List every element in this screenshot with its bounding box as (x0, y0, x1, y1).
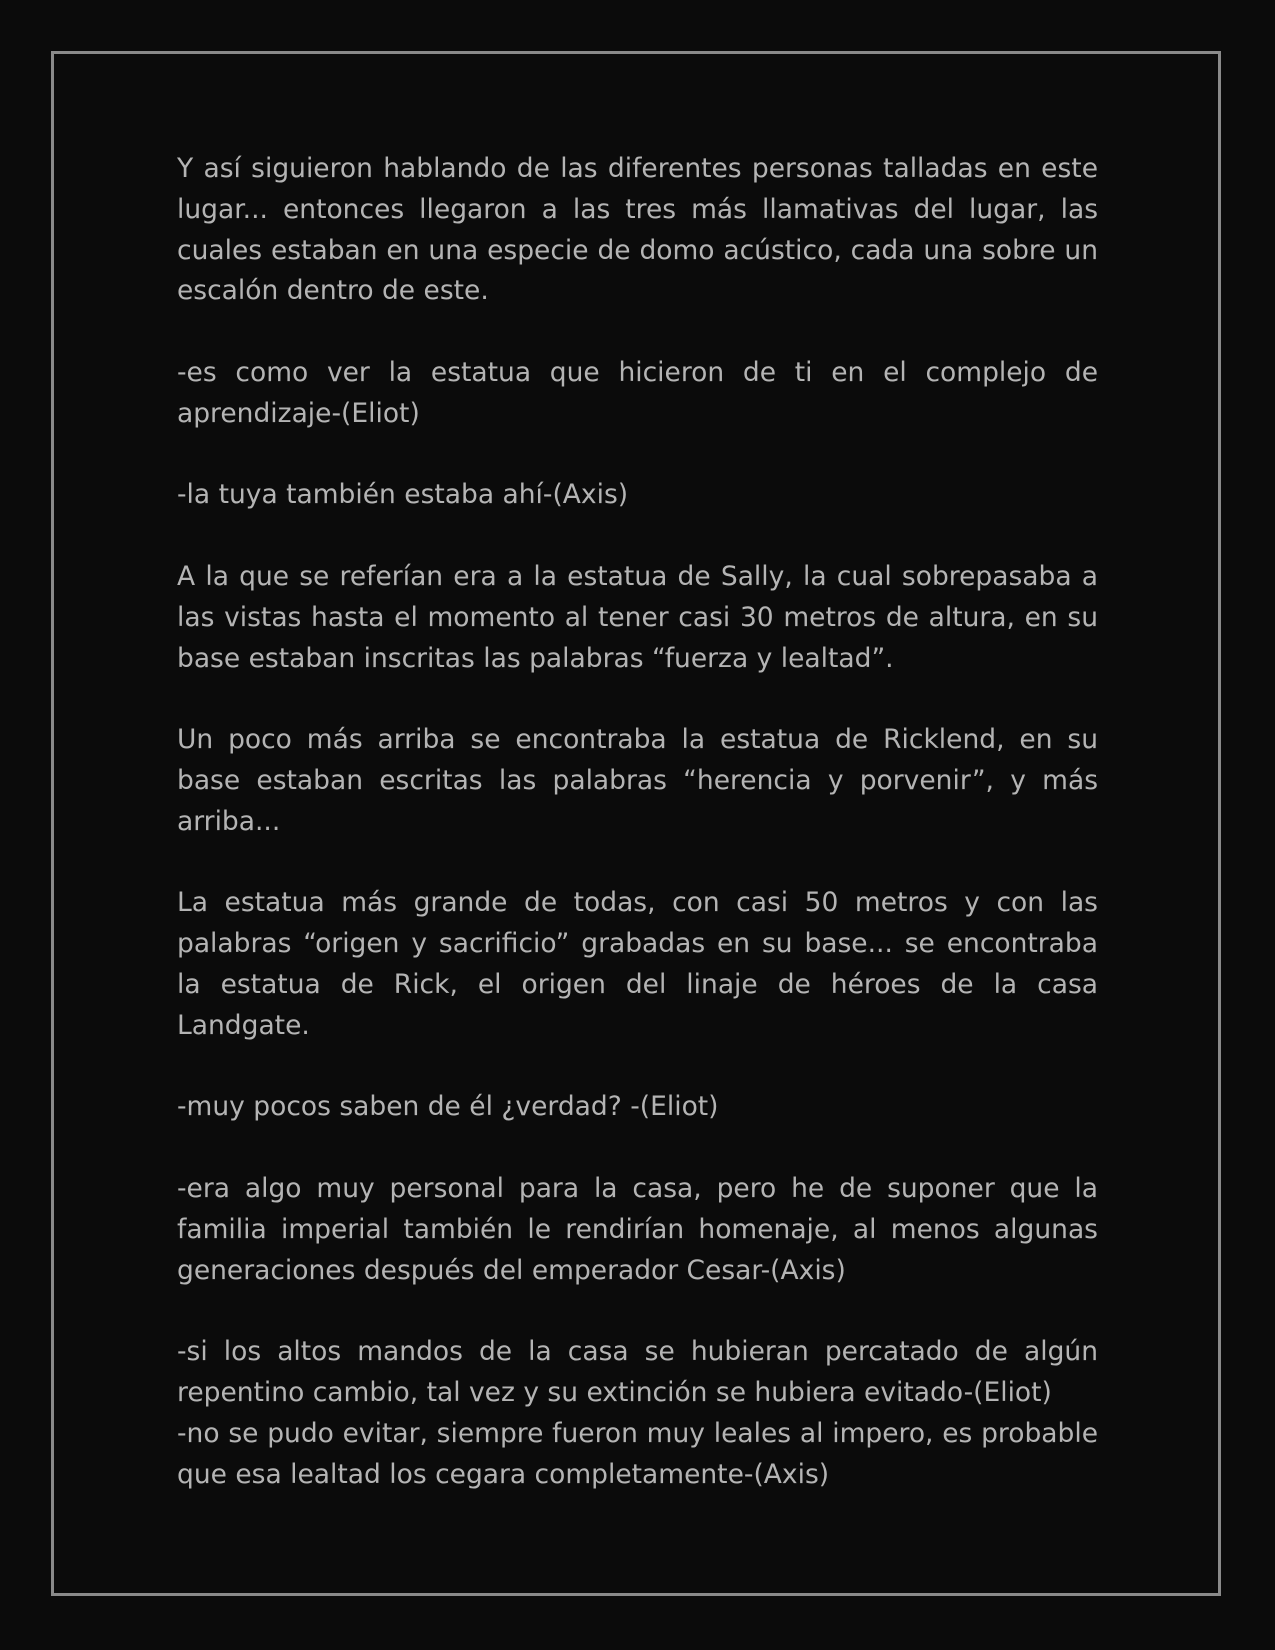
paragraph-6: La estatua más grande de todas, con casi 50 metros y con las palabras “origen y sacrificio” grabadas en su base... se encontraba la estatua de Rick, el origen del linaje de héroes de la casa Landgate. (177, 887, 1098, 1041)
paragraph-5: Un poco más arriba se encontraba la estatua de Ricklend, en su base estaban escritas las palabras “herencia y porvenir”, y más arriba... (177, 724, 1098, 837)
document-body (177, 149, 1098, 1536)
paragraph-8: -era algo muy personal para la casa, pero he de suponer que la familia imperial también le rendirían homenaje, al menos algunas generaciones después del emperador Cesar-(Axis) (177, 1172, 1098, 1286)
paragraph-9: -si los altos mandos de la casa se hubieran percatado de algún repentino cambio, tal vez y su extinción se hubiera evitado-(Eliot) (177, 1336, 1098, 1408)
paragraph-2: -es como ver la estatua que hicieron de ti en el complejo de aprendizaje-(Eliot) (177, 356, 1098, 429)
paragraph-10: -no se pudo evitar, siempre fueron muy leales al impero, es probable que esa lealtad los cegara completamente-(Axis) (177, 1417, 1098, 1490)
paragraph-1: Y así siguieron hablando de las diferentes personas talladas en este lugar... entonces llegaron a las tres más llamativas del lugar, las cuales estaban en una especie de domo acústico, cada una sobre un escalón dentro de este. (177, 153, 1098, 307)
paragraph-3: -la tuya también estaba ahí-(Axis) (177, 479, 629, 511)
paragraph-4: A la que se referían era a la estatua de Sally, la cual sobrepasaba a las vistas hasta el momento al tener casi 30 metros de altura, en su base estaban inscritas las palabras “fuerza y lealtad”. (177, 560, 1098, 674)
paragraph-7: -muy pocos saben de él ¿verdad? -(Eliot) (177, 1091, 719, 1123)
